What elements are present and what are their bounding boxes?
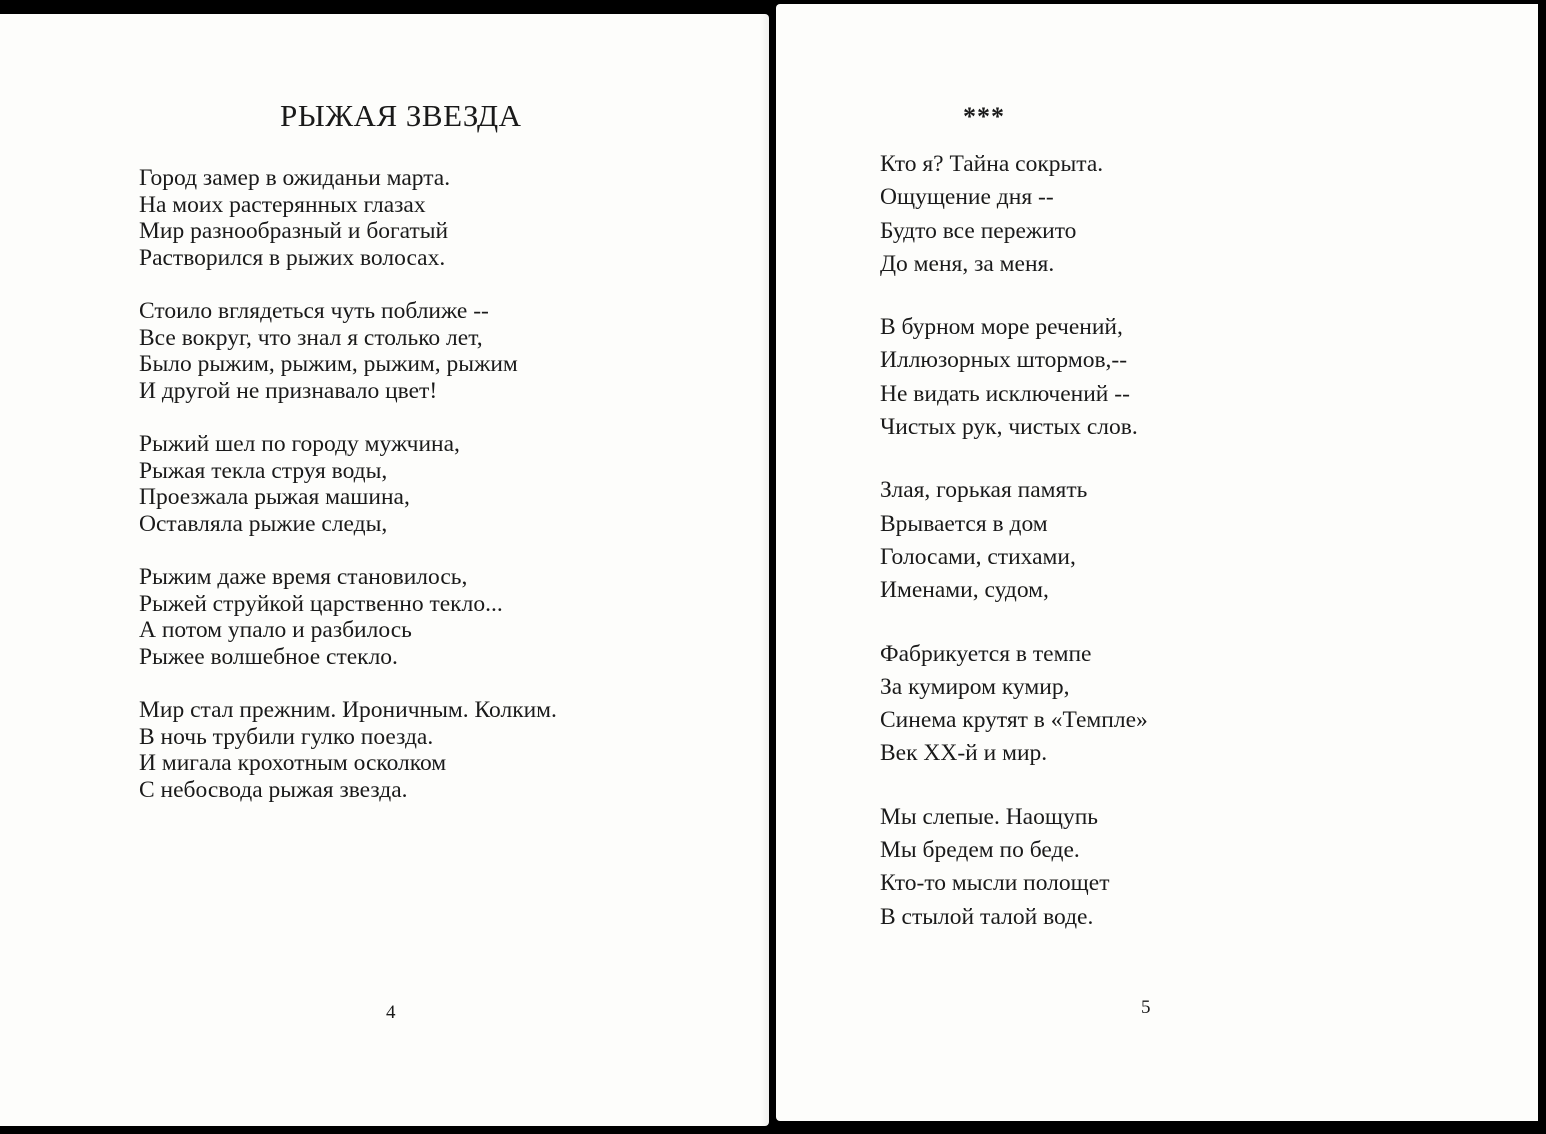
- stanza: [880, 474, 1148, 607]
- stanza: [139, 564, 557, 670]
- stanza: [139, 298, 557, 404]
- poem-line: В бурном море речений,: [880, 314, 1123, 341]
- poem-line: Фабрикуется в темпе: [880, 640, 1092, 667]
- poem-line: Не видать исключений --: [880, 380, 1130, 407]
- poem-line: Рыжим даже время становилось,: [139, 564, 468, 590]
- scan-edge: [1538, 0, 1546, 1134]
- right-page: [776, 4, 1538, 1121]
- poem-title: РЫЖАЯ ЗВЕЗДА: [280, 98, 522, 133]
- poem-line: И мигала крохотным осколком: [139, 750, 447, 776]
- page-number: 4: [386, 1002, 396, 1023]
- poem-line: Оставляла рыжие следы,: [139, 510, 388, 537]
- poem-line: Мир стал прежним. Ироничным. Колким.: [139, 697, 557, 723]
- poem-line: Голосами, стихами,: [880, 543, 1076, 570]
- poem-line: Проезжала рыжая машина,: [139, 484, 410, 510]
- poem-line: Город замер в ожиданьи марта.: [139, 165, 451, 191]
- poem-line: Именами, судом,: [880, 577, 1049, 604]
- poem-line: Рыжий шел по городу мужчина,: [139, 431, 460, 457]
- poem-line: Все вокруг, что знал я столько лет,: [139, 324, 483, 351]
- stanza: [139, 431, 557, 537]
- stanza: [139, 697, 557, 803]
- poem-line: Чистых рук, чистых слов.: [880, 414, 1138, 441]
- stanza: [139, 165, 557, 271]
- poem-line: В стылой талой воде.: [880, 903, 1094, 930]
- poem-line: Стоило вглядеться чуть поближе --: [139, 298, 489, 324]
- stanza: [880, 311, 1148, 444]
- poem-line: За кумиром кумир,: [880, 673, 1070, 700]
- poem-line: Ощущение дня --: [880, 184, 1054, 211]
- stanza: [880, 801, 1148, 934]
- poem-text: [139, 165, 557, 830]
- poem-title-stars: ***: [963, 102, 1005, 131]
- left-page: [0, 14, 769, 1126]
- poem-line: Рыжей струйкой царственно текло...: [139, 590, 503, 617]
- poem-line: Кто я? Тайна сокрыта.: [880, 151, 1104, 177]
- poem-line: Мир разнообразный и богатый: [139, 218, 449, 244]
- poem-line: Мы бредем по беде.: [880, 837, 1080, 864]
- poem-line: Век XX-й и мир.: [880, 740, 1048, 767]
- poem-line: Злая, горькая память: [880, 477, 1088, 504]
- poem-line: В ночь трубили гулко поезда.: [139, 723, 434, 750]
- poem-line: До меня, за меня.: [880, 250, 1055, 277]
- poem-line: Мы слепые. Наощупь: [880, 803, 1098, 830]
- poem-line: Синема крутят в «Темпле»: [880, 707, 1148, 734]
- poem-line: Врывается в дом: [880, 510, 1048, 537]
- poem-line: С небосвода рыжая звезда.: [139, 776, 408, 803]
- poem-line: Растворился в рыжих волосах.: [139, 244, 446, 271]
- stanza: [880, 638, 1148, 771]
- poem-line: Иллюзорных штормов,--: [880, 347, 1128, 374]
- poem-text: [880, 148, 1148, 964]
- stanza: [880, 148, 1148, 281]
- poem-line: И другой не признавало цвет!: [139, 377, 438, 404]
- poem-line: А потом упало и разбилось: [139, 617, 412, 643]
- poem-line: Кто-то мысли полощет: [880, 870, 1110, 897]
- page-number: 5: [1141, 997, 1151, 1018]
- poem-line: Рыжее волшебное стекло.: [139, 643, 398, 670]
- poem-line: Было рыжим, рыжим, рыжим, рыжим: [139, 351, 518, 377]
- poem-line: На моих растерянных глазах: [139, 191, 426, 218]
- poem-line: Будто все пережито: [880, 217, 1077, 244]
- poem-line: Рыжая текла струя воды,: [139, 457, 388, 484]
